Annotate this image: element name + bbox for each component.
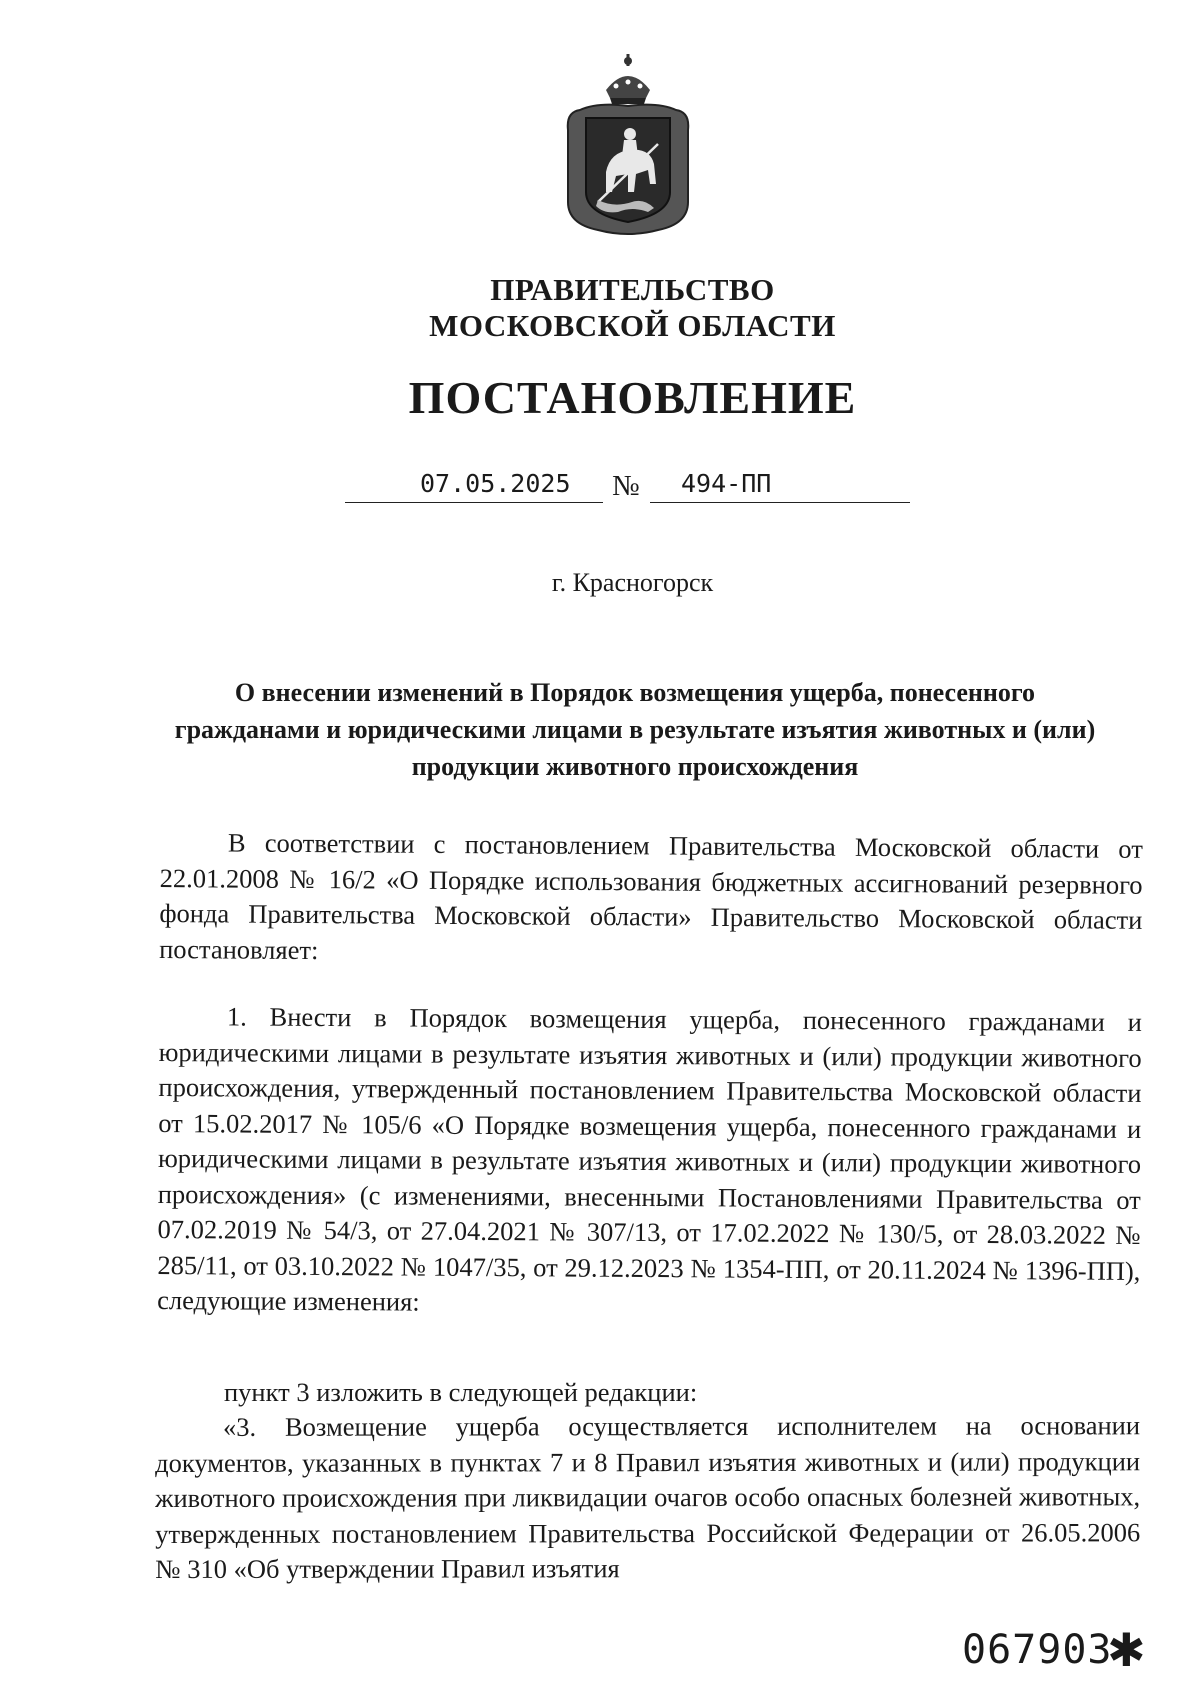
document-date: 07.05.2025 (420, 469, 571, 498)
document-subject-heading: О внесении изменений в Порядок возмещения ущерба, понесенного гражданами и юридическими лицами в результате изъятия животных и (или) продукции животного происхождения (174, 678, 1096, 781)
body-paragraph-amendment-intro: пункт 3 изложить в следующей редакции: (224, 1377, 698, 1407)
number-underline (650, 502, 910, 503)
body-paragraph-amendment-text: «3. Возмещение ущерба осуществляется исполнителем на основании документов, указанных в пунктах 7 и 8 Правил изъятия животных и (или) продукции животного происхождения при ликвидации очагов особо опасных болезней животных, утвержденных постановлением Правительства Российской Федерации от 26.05.2006 № 310 «Об утверждении Правил изъятия (155, 1410, 1141, 1584)
document-type-title: ПОСТАНОВЛЕНИЕ (408, 372, 857, 423)
body-paragraph-preamble: В соответствии с постановлением Правительства Московской области от 22.01.2008 № 16/2 «О Порядке использования бюджетных ассигнований резервного фонда Правительства Московской области» Правительство Московской области постановляет: (159, 827, 1143, 965)
coat-of-arms-emblem (558, 52, 698, 240)
city-line: г. Красногорск (551, 568, 714, 597)
organization-name-line1: ПРАВИТЕЛЬСТВО (490, 272, 775, 307)
crown-icon (606, 54, 650, 104)
organization-name-line2: МОСКОВСКОЙ ОБЛАСТИ (429, 308, 836, 343)
serial-number-stamp: 067903 (962, 1627, 1113, 1673)
number-sign: № (612, 470, 640, 502)
date-underline (345, 502, 603, 503)
asterisk-icon: ✱ (1107, 1623, 1146, 1677)
document-number: 494-ПП (681, 469, 772, 498)
body-paragraph-item-1: 1. Внести в Порядок возмещения ущерба, понесенного гражданами и юридическими лицами в результате изъятия животных и (или) продукции животного происхождения, утвержденный постановлением Правительства Московской области от 15.02.2017 № 105/6 «О Порядке возмещения ущерба, понесенного гражданами и юридическими лицами в результате изъятия животных и (или) продукции животного происхождения» (с изменениями, внесенными Постановлениями Правительства от 07.02.2019 № 54/3, от 27.04.2021 № 307/13, от 17.02.2022 № 130/5, от 28.03.2022 № 285/11, от 03.10.2022 № 1047/35, от 29.12.2023 № 1354-ПП, от 20.11.2024 № 1396-ПП), следующие изменения: (157, 1001, 1142, 1317)
